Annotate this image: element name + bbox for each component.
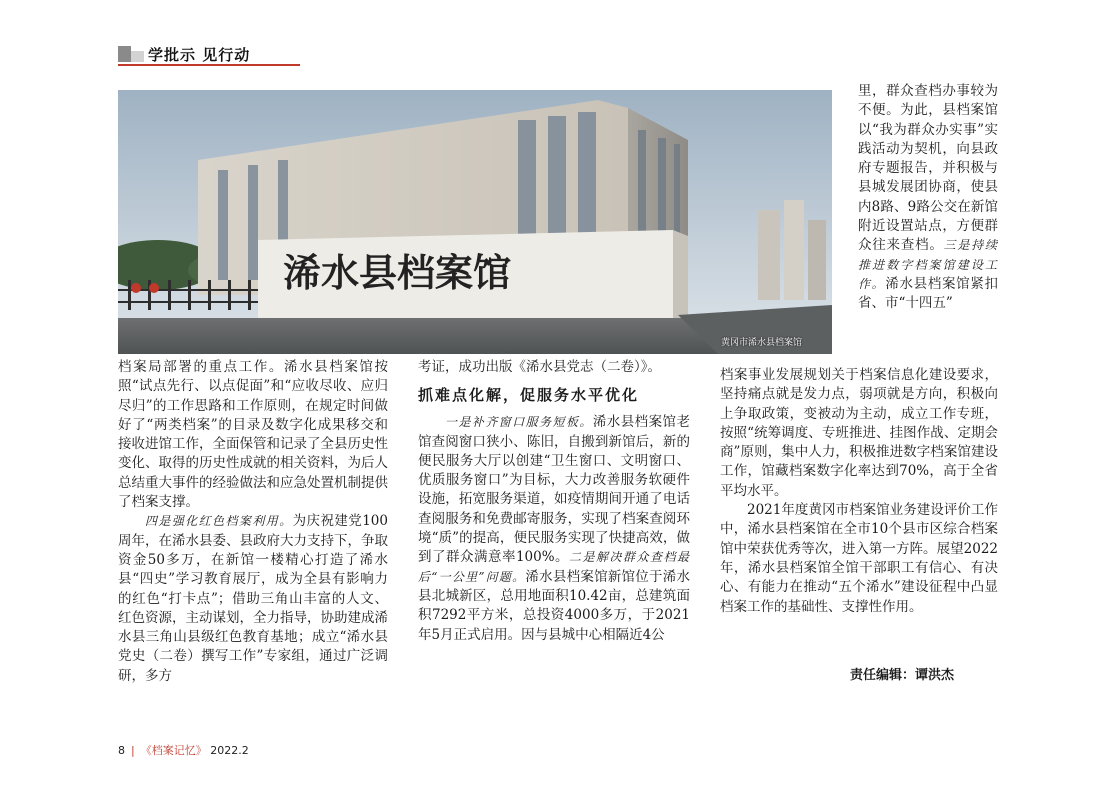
photo-caption: 黄冈市浠水县档案馆 (720, 338, 802, 348)
section-icon (118, 46, 144, 62)
archive-building-photo (118, 90, 832, 354)
lead-phrase: 一是补齐窗口服务短板。 (445, 415, 593, 430)
paragraph: 一是补齐窗口服务短板。浠水县档案馆老馆查阅窗口狭小、陈旧，自搬到新馆后，新的便民服务大厅以创建“卫生窗口、文明窗口、优质服务窗口”为目标，大力改善服务软硬件设施，拓宽服务渠道，如疫情期间开通了电话查阅服务和免费邮寄服务，实现了档案查阅环境“质”的提高，便民服务实现了快捷高效，做到了群众满意率100%。二是解决群众查档最后“一公里”问题。浠水县档案馆新馆位于浠水县北城新区，总用地面积10.42亩，总建筑面积7292平方米，总投资4000多万，于2021年5月正式启用。因与县城中心相隔近4公 (418, 414, 691, 643)
lead-phrase: 二是解决群众查档最后“一公里”问题。 (418, 550, 690, 584)
paragraph: 四是强化红色档案利用。为庆祝建党100周年，在浠水县委、县政府大力支持下，争取资金50多万，在新馆一楼精心打造了浠水县“四史”学习教育展厅，成为全县有影响力的红色“打卡点”；借助三角山丰富的人文、红色资源，主动谋划，全力指导，协助建成浠水县三角山县级红色教育基地；成立“浠水县党史（二卷）撰写工作”专家组，通过广泛调研，多方 (118, 513, 388, 684)
paragraph: 里，群众查档办事较为不便。为此，县档案馆以“我为群众办实事”实践活动为契机，向县政府专题报告，并积极与县城发展团协商，使县内8路、9路公交在新馆附近设置站点，方便群众往来查档。三是持续推进数字档案馆建设工作。浠水县档案馆紧扣省、市“十四五” (858, 83, 998, 312)
building-sign-text: 浠水县档案馆 (283, 250, 512, 295)
responsible-editor: 责任编辑：谭洪杰 (850, 668, 955, 683)
column-3 (720, 366, 998, 617)
paragraph: 考证，成功出版《浠水县党志（二卷）》。 (418, 359, 661, 375)
section-rule (118, 64, 300, 66)
lead-phrase: 三是持续推进数字档案馆建设工作。 (858, 238, 998, 291)
column-1 (118, 358, 388, 686)
paragraph: 2021年度黄冈市档案馆业务建设评价工作中，浠水县档案馆在全市10个县市区综合档案馆中荣获优秀等次，进入第一方阵。展望2022年，浠水县档案馆全馆干部职工有信心、有决心、有能力在推动“五个浠水”建设征程中凸显档案工作的基础性、支撑性作用。 (720, 502, 998, 615)
section-title: 学批示 见行动 (148, 46, 251, 64)
section-subheading: 抓难点化解，促服务水平优化 (418, 386, 640, 405)
lead-phrase: 四是强化红色档案利用。 (145, 514, 293, 529)
paragraph: 档案局部署的重点工作。浠水县档案馆按照“试点先行、以点促面”和“应收尽收、应归尽归”的工作思路和工作原则，在规定时间做好了“两类档案”的目录及数字化成果移交和接收进馆工作，全面保管和记录了全县历史性变化、取得的历史性成就的相关资料，为后人总结重大事件的经验做法和应急处置机制提供了档案支撑。 (118, 359, 388, 511)
footer-divider: | (131, 744, 135, 757)
page-footer (118, 742, 249, 758)
column-2 (418, 358, 690, 645)
page-number: 8 (118, 744, 125, 757)
issue-number: 2022.2 (210, 744, 249, 757)
magazine-name: 《档案记忆》 (140, 744, 207, 757)
paragraph: 档案事业发展规划关于档案信息化建设要求，坚持痛点就是发力点，弱项就是方向，积极向上争取政策，变被动为主动，成立工作专班，按照“统筹调度、专班推进、挂图作战、定期会商”原则，集中人力，积极推进数字档案馆建设工作，馆藏档案数字化率达到70%，高于全省平均水平。 (720, 367, 998, 499)
column-3-top (858, 82, 998, 314)
